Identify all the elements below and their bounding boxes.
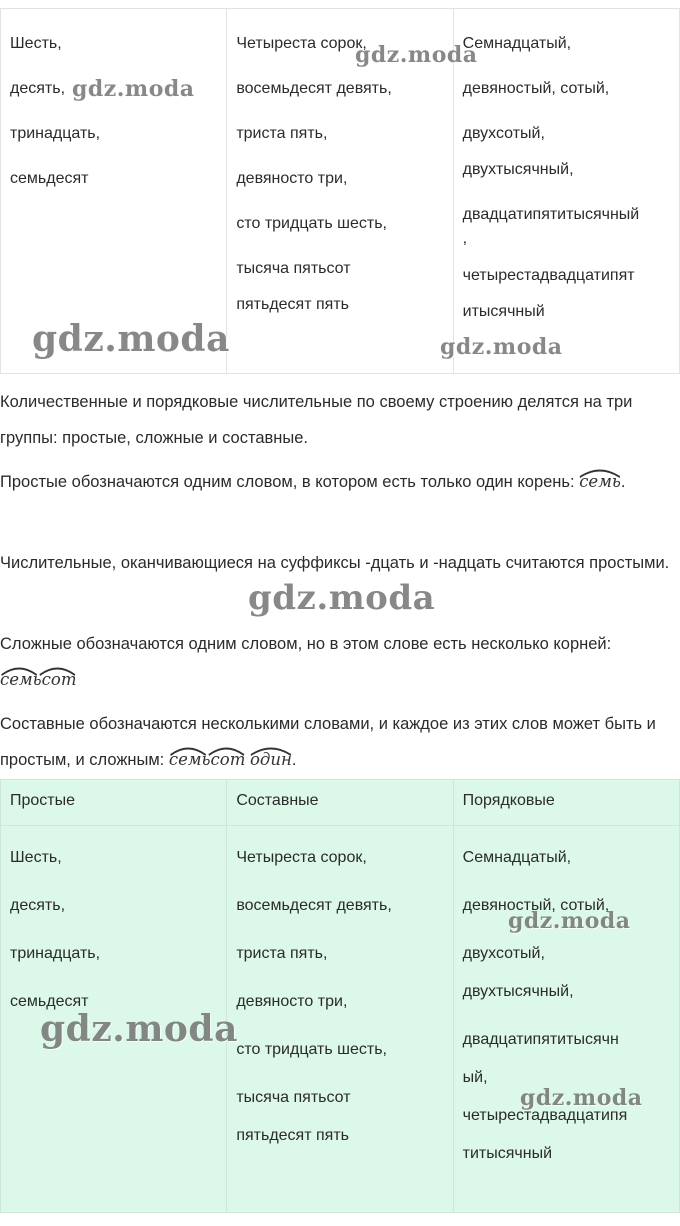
table1-col-ordinal bbox=[453, 9, 679, 374]
watermark: gdz.moda bbox=[508, 908, 631, 934]
table1-col3-item: итысячный bbox=[462, 303, 545, 320]
table2-col3-item: девяностый, сотый, bbox=[462, 897, 610, 914]
watermark: gdz.moda bbox=[40, 1008, 238, 1050]
table1-col2-item: Четыреста сорок, bbox=[236, 35, 367, 52]
paragraph-simple bbox=[0, 464, 680, 500]
table1-col3-item: девяностый, сотый, bbox=[462, 80, 610, 97]
watermark: gdz.moda bbox=[248, 578, 436, 618]
table2-col-composite bbox=[227, 826, 453, 1213]
table1-col3-item: двухсотый, bbox=[462, 125, 545, 142]
table1-col2-item: восемьдесят девять, bbox=[236, 80, 392, 97]
table1-col2-item: пятьдесят пять bbox=[236, 296, 349, 313]
table2-col3-item: Семнадцатый, bbox=[462, 849, 572, 866]
table2-header-simple: Простые bbox=[1, 780, 227, 826]
example-word-semsot-2-text: семьсот bbox=[168, 750, 246, 769]
table2-col-simple bbox=[1, 826, 227, 1213]
example-word-semsot bbox=[0, 670, 77, 689]
table2-col3-item: ый, bbox=[462, 1069, 488, 1086]
table2-col2-item: триста пять, bbox=[236, 945, 328, 962]
table1-col3-item: двадцатипятитысячный bbox=[462, 206, 640, 223]
example-word-sem-text: семь bbox=[579, 472, 621, 491]
paragraph-simple-end: . bbox=[620, 473, 626, 491]
paragraph-composite-end: . bbox=[291, 751, 297, 769]
table1-col2-item: сто тридцать шесть, bbox=[236, 215, 387, 232]
table2-col1-item: семьдесят bbox=[10, 993, 89, 1010]
table2-header-ordinal: Порядковые bbox=[453, 780, 679, 826]
table1-col1-item: тринадцать, bbox=[10, 125, 101, 142]
table1-col2-item: тысяча пятьсот bbox=[236, 260, 351, 277]
table2-col2-item: девяносто три, bbox=[236, 993, 348, 1010]
table1-col1-item: десять, bbox=[10, 80, 66, 97]
numerals-table-top bbox=[0, 8, 680, 374]
example-word-odin bbox=[250, 750, 292, 769]
table2-col1-item: тринадцать, bbox=[10, 945, 101, 962]
table1-col1-item: семьдесят bbox=[10, 170, 89, 187]
table1-col3-item: Семнадцатый, bbox=[462, 35, 572, 52]
table2-col2-item: восемьдесят девять, bbox=[236, 897, 392, 914]
example-word-semsot-2 bbox=[169, 750, 246, 769]
table1-col3-item: двухтысячный, bbox=[462, 161, 574, 178]
table1-col1-item: Шесть, bbox=[10, 35, 62, 52]
table2-col3-item: двухсотый, bbox=[462, 945, 545, 962]
table2-col2-item: сто тридцать шесть, bbox=[236, 1041, 387, 1058]
table2-col1-item: десять, bbox=[10, 897, 66, 914]
watermark: gdz.moda bbox=[355, 42, 478, 68]
table1-col2-item: девяносто три, bbox=[236, 170, 348, 187]
table2-col2-item: пятьдесят пять bbox=[236, 1127, 349, 1144]
paragraph-composite-text: Составные обозначаются несколькими словами, и каждое из этих слов может быть и простым, и сложным: bbox=[0, 715, 656, 769]
numerals-table-classified bbox=[0, 779, 680, 1213]
table1-col-compound bbox=[227, 9, 453, 374]
table2-col1-item: Шесть, bbox=[10, 849, 62, 866]
root-arc-icon bbox=[0, 666, 77, 676]
paragraph-complex-text: Сложные обозначаются одним словом, но в этом слове есть несколько корней: bbox=[0, 635, 612, 653]
watermark: gdz.moda bbox=[440, 334, 563, 360]
paragraph-simple-text: Простые обозначаются одним словом, в котором есть только один корень: bbox=[0, 473, 580, 491]
table1-col3-item: , bbox=[462, 230, 468, 247]
paragraph-composite bbox=[0, 706, 680, 778]
root-arc-icon bbox=[250, 746, 292, 756]
root-arc-icon bbox=[579, 468, 621, 478]
example-word-odin-text: один bbox=[249, 750, 292, 769]
watermark: gdz.moda bbox=[32, 318, 230, 360]
table2-col3-item: четырестадвадцатипя bbox=[462, 1107, 628, 1124]
example-word-semsot-text: семьсот bbox=[0, 670, 77, 689]
table2-col2-item: Четыреста сорок, bbox=[236, 849, 367, 866]
table1-col-simple bbox=[1, 9, 227, 374]
table2-header-composite: Составные bbox=[227, 780, 453, 826]
table2-col3-item: двухтысячный, bbox=[462, 983, 574, 1000]
watermark: gdz.moda bbox=[72, 76, 195, 102]
paragraph-complex bbox=[0, 626, 680, 698]
watermark: gdz.moda bbox=[520, 1085, 643, 1111]
table2-col3-item: титысячный bbox=[462, 1145, 553, 1162]
table2-col-ordinal bbox=[453, 826, 679, 1213]
table2-col3-item: двадцатипятитысячн bbox=[462, 1031, 619, 1048]
paragraph-suffixes: Числительные, оканчивающиеся на суффиксы -дцать и -надцать считаются простыми. bbox=[0, 554, 670, 572]
example-word-sem bbox=[579, 472, 621, 491]
table2-col2-item: тысяча пятьсот bbox=[236, 1089, 351, 1106]
table1-col3-item: четырестадвадцатипят bbox=[462, 267, 635, 284]
table1-col2-item: триста пять, bbox=[236, 125, 328, 142]
root-arc-icon bbox=[169, 746, 246, 756]
paragraph-groups: Количественные и порядковые числительные по своему строению делятся на три группы: простые, сложные и составные. bbox=[0, 393, 633, 447]
